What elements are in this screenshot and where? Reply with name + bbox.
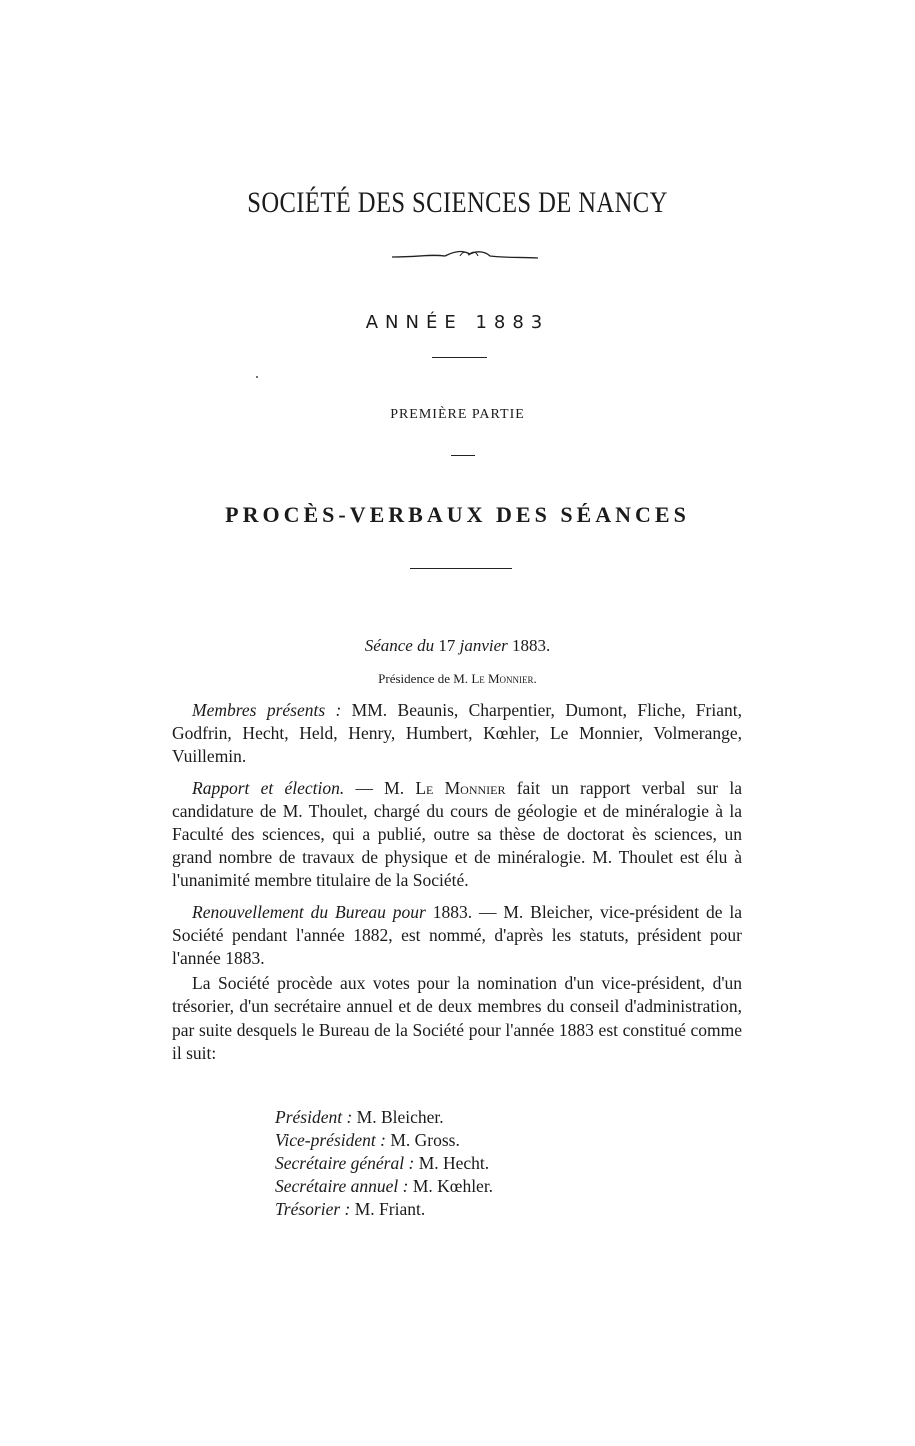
divider-1 <box>432 357 487 358</box>
session-presidency <box>0 671 915 687</box>
divider-3 <box>410 568 512 569</box>
officer-role: Secrétaire annuel : <box>275 1176 409 1196</box>
officer-treasurer <box>275 1198 493 1221</box>
rapport-paragraph <box>172 777 742 893</box>
society-title: SOCIÉTÉ DES SCIENCES DE NANCY <box>247 186 668 219</box>
year-heading: ANNÉE 1883 <box>365 312 550 333</box>
minutes-body <box>172 699 742 1065</box>
bureau-paragraph <box>172 901 742 971</box>
officer-name: M. Friant. <box>350 1199 426 1219</box>
rapport-name: Le Monnier <box>415 777 506 798</box>
officer-name: M. Bleicher. <box>352 1107 444 1127</box>
rapport-text: fait un rapport verbal sur la candidature de M. Thoulet, chargé du cours de géologie et de minéralogie à la Faculté des sciences, qui a publié, outre sa thèse de doctorat ès sciences, un grand nombre de travaux de physique et de minéralogie. M. Thoulet est élu à l'unanimité membre titulaire de la Société. <box>172 777 742 891</box>
members-text: MM. Beaunis, Charpentier, Dumont, Fliche, Friant, Godfrin, Hecht, Held, Henry, Humbert, Kœhler, Le Monnier, Volmerange, Vuillemin. <box>172 700 742 767</box>
vote-paragraph <box>172 972 742 1065</box>
officer-secretary-annual <box>275 1175 493 1198</box>
rapport-label: Rapport et élection. <box>192 777 345 798</box>
session-date-month: janvier <box>459 636 508 655</box>
part-heading: PREMIÈRE PARTIE <box>390 407 525 422</box>
presidency-label: Présidence de M. <box>378 671 469 686</box>
officers-list <box>275 1106 493 1221</box>
officer-vice-president <box>275 1129 493 1152</box>
page-speck <box>256 376 258 378</box>
officer-name: M. Kœhler. <box>408 1176 494 1196</box>
officer-role: Vice-président : <box>275 1130 386 1150</box>
vote-text: La Société procède aux votes pour la nomination d'un vice-président, d'un trésorier, d'un secrétaire annuel et de deux membres du conseil d'administration, par suite desquels le Bureau de la Société pour l'année 1883 est constitué comme il suit: <box>172 973 742 1063</box>
officer-president <box>275 1106 493 1129</box>
members-paragraph <box>172 699 742 769</box>
session-date-label: Séance du <box>364 636 435 655</box>
bureau-text: — M. Bleicher, vice-président de la Société pendant l'année 1882, est nommé, d'après les statuts, président pour l'année 1883. <box>172 901 743 969</box>
officer-role: Trésorier : <box>275 1199 351 1219</box>
officer-role: Secrétaire général : <box>275 1153 415 1173</box>
officer-name: M. Gross. <box>385 1130 460 1150</box>
ornament-flourish-icon <box>390 248 540 264</box>
officer-secretary-general <box>275 1152 493 1175</box>
session-date-year: 1883. <box>512 636 551 655</box>
rapport-dash: — M. <box>344 777 416 798</box>
section-title: PROCÈS-VERBAUX DES SÉANCES <box>225 502 690 527</box>
presidency-name: Le Monnier. <box>471 671 537 686</box>
members-label: Membres présents : <box>192 700 342 720</box>
divider-2 <box>451 455 475 456</box>
session-date <box>0 636 915 656</box>
bureau-label: Renouvellement du Bureau pour <box>192 901 426 922</box>
officer-role: Président : <box>275 1107 353 1127</box>
session-date-day: 17 <box>438 636 456 655</box>
officer-name: M. Hecht. <box>414 1153 490 1173</box>
bureau-year: 1883. <box>425 901 473 922</box>
